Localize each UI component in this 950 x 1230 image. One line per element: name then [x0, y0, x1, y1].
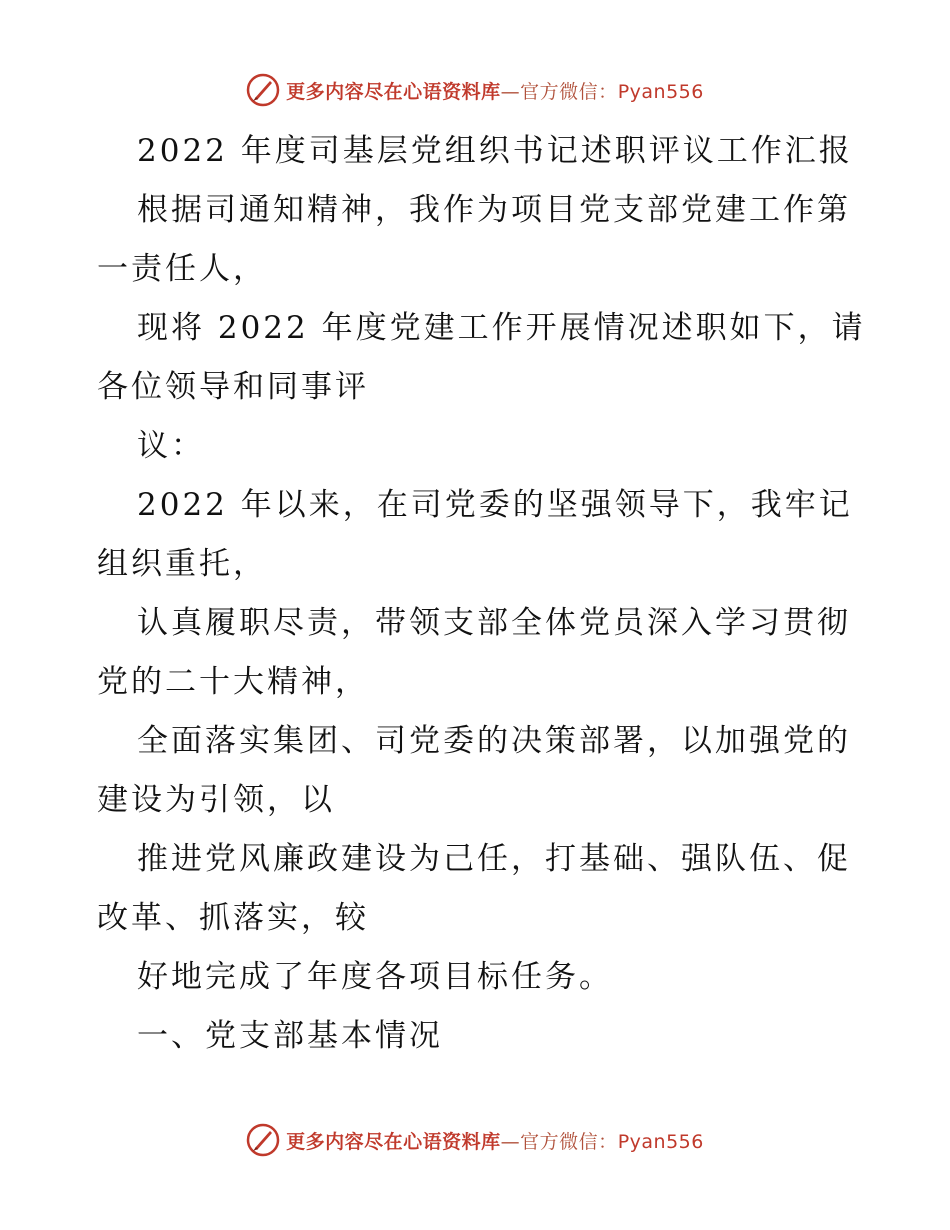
section-heading: 一、党支部基本情况	[137, 1018, 443, 1054]
watermark-header	[0, 70, 950, 110]
document-line: 推进党风廉政建设为己任，打基础、强队伍、促	[137, 841, 851, 877]
watermark-text	[286, 1127, 704, 1154]
document-line: 2022 年以来，在司党委的坚强领导下，我牢记	[137, 487, 853, 523]
document-line: 各位领导和同事评	[97, 369, 369, 405]
watermark-site-name: 更多内容尽在心语资料库	[286, 1130, 501, 1153]
document-line: 组织重托，	[97, 546, 267, 582]
document-line: 议：	[137, 428, 205, 464]
watermark-label: —官方微信：	[500, 1130, 618, 1153]
watermark-footer	[0, 1120, 950, 1160]
document-line: 建设为引领，以	[97, 782, 335, 818]
document-line: 好地完成了年度各项目标任务。	[137, 959, 613, 995]
quill-pen-logo-icon	[246, 73, 280, 107]
watermark-wechat-id: Pyan556	[617, 80, 704, 103]
document-body	[97, 122, 866, 1066]
watermark-text	[286, 77, 704, 104]
document-line: 改革、抓落实，较	[97, 900, 369, 936]
watermark-label: —官方微信：	[500, 80, 618, 103]
document-line: 认真履职尽责，带领支部全体党员深入学习贯彻	[137, 605, 851, 641]
watermark-site-name: 更多内容尽在心语资料库	[286, 80, 501, 103]
document-line: 党的二十大精神，	[97, 664, 369, 700]
quill-pen-logo-icon	[246, 1123, 280, 1157]
document-line: 现将 2022 年度党建工作开展情况述职如下，请	[137, 310, 866, 346]
document-line: 全面落实集团、司党委的决策部署，以加强党的	[137, 723, 851, 759]
document-line: 2022 年度司基层党组织书记述职评议工作汇报	[137, 133, 853, 169]
document-line: 根据司通知精神，我作为项目党支部党建工作第	[137, 192, 851, 228]
watermark-wechat-id: Pyan556	[617, 1130, 704, 1153]
document-line: 一责任人，	[97, 251, 267, 287]
